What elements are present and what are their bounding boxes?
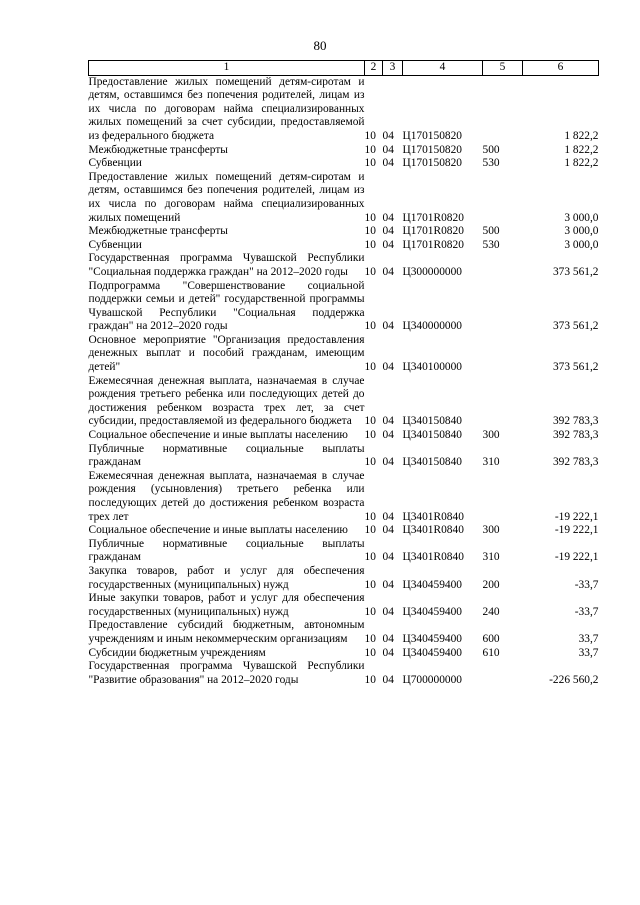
column-header: 5	[483, 61, 523, 76]
row-description: Ежемесячная денежная выплата, назначаемая в случае рождения (усыновления) третьего ребенка или последующих детей до достижения ребенком возраста трех лет	[88, 469, 365, 523]
target-article-code: Ц340100000	[402, 361, 462, 374]
target-article-code: Ц3401R0840	[402, 510, 464, 523]
target-article-code: Ц340459400	[402, 632, 462, 645]
target-article-code: Ц1701R0820	[402, 238, 464, 251]
section-code: 10	[364, 524, 376, 537]
subsection-code: 04	[382, 129, 394, 142]
table-row	[89, 538, 599, 565]
subsection-code: 04	[382, 673, 394, 686]
subsection-code: 04	[382, 238, 394, 251]
row-description: Социальное обеспечение и иные выплаты населению	[88, 524, 348, 537]
budget-table	[88, 60, 599, 687]
amount: 392 783,3	[552, 456, 599, 469]
row-description: Основное мероприятие "Организация предоставления денежных выплат и пособий гражданам, имеющим детей"	[88, 333, 365, 374]
amount: -33,7	[574, 578, 599, 591]
subsection-code: 04	[382, 211, 394, 224]
expense-type-code	[483, 375, 523, 429]
row-description: Межбюджетные трансферты	[88, 143, 228, 156]
table-row	[89, 239, 599, 253]
section-code: 10	[364, 673, 376, 686]
expense-type-code	[483, 171, 523, 225]
table-row	[89, 429, 599, 443]
section-code: 10	[364, 632, 376, 645]
amount: 1 822,2	[564, 157, 599, 170]
table-row	[89, 157, 599, 171]
expense-type-code	[483, 470, 523, 524]
target-article-code: Ц170150820	[402, 143, 462, 156]
row-description: Предоставление субсидий бюджетным, автономным учреждениям и иным некоммерческим организациям	[88, 619, 365, 645]
amount: 373 561,2	[552, 320, 599, 333]
section-code: 10	[364, 361, 376, 374]
amount: 373 561,2	[552, 361, 599, 374]
target-article-code: Ц3401R0840	[402, 551, 464, 564]
target-article-code: Ц1701R0820	[402, 211, 464, 224]
expense-type-code: 300	[482, 429, 500, 442]
table-row	[89, 280, 599, 334]
subsection-code: 04	[382, 225, 394, 238]
row-description: Предоставление жилых помещений детям-сиротам и детям, оставшимся без попечения родителей, лицам из их числа по договорам найма специализированных жилых помещений за счет субсидии, предоставляемой из федерального бюджета	[88, 75, 365, 142]
section-code: 10	[364, 605, 376, 618]
expense-type-code: 310	[482, 456, 500, 469]
expense-type-code	[483, 660, 523, 687]
section-code: 10	[364, 129, 376, 142]
amount: 392 783,3	[552, 429, 599, 442]
section-code: 10	[364, 143, 376, 156]
row-description: Государственная программа Чувашской Республики "Развитие образования" на 2012–2020 годы	[88, 660, 365, 686]
subsection-code: 04	[382, 524, 394, 537]
expense-type-code: 200	[482, 578, 500, 591]
row-description: Субвенции	[88, 238, 142, 251]
target-article-code: Ц340459400	[402, 646, 462, 659]
amount: -19 222,1	[554, 510, 599, 523]
table-row	[89, 225, 599, 239]
expense-type-code: 530	[482, 238, 500, 251]
subsection-code: 04	[382, 143, 394, 156]
subsection-code: 04	[382, 605, 394, 618]
table-row	[89, 565, 599, 592]
target-article-code: Ц340000000	[402, 320, 462, 333]
target-article-code: Ц170150820	[402, 129, 462, 142]
subsection-code: 04	[382, 646, 394, 659]
amount: 1 822,2	[564, 143, 599, 156]
amount: 33,7	[578, 646, 599, 659]
row-description: Публичные нормативные социальные выплаты гражданам	[88, 442, 365, 469]
column-header: 2	[365, 61, 383, 76]
expense-type-code: 600	[482, 632, 500, 645]
subsection-code: 04	[382, 551, 394, 564]
table-row	[89, 171, 599, 225]
column-header: 1	[89, 61, 365, 76]
target-article-code: Ц170150820	[402, 157, 462, 170]
subsection-code: 04	[382, 510, 394, 523]
table-row	[89, 592, 599, 619]
subsection-code: 04	[382, 320, 394, 333]
expense-type-code	[483, 280, 523, 334]
row-description: Публичные нормативные социальные выплаты гражданам	[88, 537, 365, 564]
amount: 392 783,3	[552, 415, 599, 428]
section-code: 10	[364, 320, 376, 333]
amount: 3 000,0	[564, 238, 599, 251]
section-code: 10	[364, 510, 376, 523]
row-description: Субвенции	[88, 157, 142, 170]
amount: 33,7	[578, 632, 599, 645]
row-description: Закупка товаров, работ и услуг для обеспечения государственных (муниципальных) нужд	[88, 564, 365, 591]
section-code: 10	[364, 456, 376, 469]
target-article-code: Ц340459400	[402, 578, 462, 591]
section-code: 10	[364, 578, 376, 591]
subsection-code: 04	[382, 415, 394, 428]
target-article-code: Ц1701R0820	[402, 225, 464, 238]
amount: -19 222,1	[554, 524, 599, 537]
section-code: 10	[364, 238, 376, 251]
row-description: Субсидии бюджетным учреждениям	[88, 646, 266, 659]
table-row	[89, 660, 599, 687]
section-code: 10	[364, 551, 376, 564]
amount: -226 560,2	[549, 673, 599, 686]
amount: 373 561,2	[552, 265, 599, 278]
subsection-code: 04	[382, 429, 394, 442]
table-row	[89, 375, 599, 429]
section-code: 10	[364, 646, 376, 659]
expense-type-code: 610	[482, 646, 500, 659]
row-description: Социальное обеспечение и иные выплаты населению	[88, 429, 348, 442]
table-row	[89, 619, 599, 646]
expense-type-code: 530	[482, 157, 500, 170]
table-row	[89, 524, 599, 538]
column-header: 3	[383, 61, 403, 76]
section-code: 10	[364, 415, 376, 428]
section-code: 10	[364, 265, 376, 278]
target-article-code: Ц340459400	[402, 605, 462, 618]
expense-type-code: 500	[482, 143, 500, 156]
expense-type-code: 240	[482, 605, 500, 618]
table-header-row	[89, 61, 599, 76]
expense-type-code: 500	[482, 225, 500, 238]
row-description: Ежемесячная денежная выплата, назначаемая в случае рождения третьего ребенка или последующих детей до достижения ребенком возраста трех лет, за счет субсидии, предоставляемой из федерального бюджета	[88, 374, 365, 428]
table-row	[89, 470, 599, 524]
amount: 3 000,0	[564, 211, 599, 224]
row-description: Подпрограмма "Совершенствование социальной поддержки семьи и детей" государственной программы Чувашской Республики "Социальная поддержка граждан" на 2012–2020 годы	[88, 279, 365, 333]
target-article-code: Ц300000000	[402, 265, 462, 278]
subsection-code: 04	[382, 361, 394, 374]
subsection-code: 04	[382, 456, 394, 469]
target-article-code: Ц340150840	[402, 429, 462, 442]
subsection-code: 04	[382, 632, 394, 645]
row-description: Предоставление жилых помещений детям-сиротам и детям, оставшимся без попечения родителей, лицам из их числа по договорам найма специализированных жилых помещений	[88, 170, 365, 224]
amount: -33,7	[574, 605, 599, 618]
expense-type-code	[483, 75, 523, 143]
row-description: Межбюджетные трансферты	[88, 225, 228, 238]
target-article-code: Ц3401R0840	[402, 524, 464, 537]
target-article-code: Ц340150840	[402, 456, 462, 469]
target-article-code: Ц340150840	[402, 415, 462, 428]
column-header: 4	[403, 61, 483, 76]
table-row	[89, 443, 599, 470]
table-row	[89, 75, 599, 143]
expense-type-code	[483, 252, 523, 279]
page-number: 80	[313, 38, 327, 53]
row-description: Иные закупки товаров, работ и услуг для обеспечения государственных (муниципальных) нужд	[88, 592, 365, 618]
subsection-code: 04	[382, 157, 394, 170]
subsection-code: 04	[382, 265, 394, 278]
target-article-code: Ц700000000	[402, 673, 462, 686]
section-code: 10	[364, 225, 376, 238]
section-code: 10	[364, 157, 376, 170]
section-code: 10	[364, 211, 376, 224]
subsection-code: 04	[382, 578, 394, 591]
expense-type-code	[483, 334, 523, 375]
table-row	[89, 334, 599, 375]
expense-type-code: 300	[482, 524, 500, 537]
amount: 1 822,2	[564, 129, 599, 142]
section-code: 10	[364, 429, 376, 442]
row-description: Государственная программа Чувашской Республики "Социальная поддержка граждан" на 2012–2020 годы	[88, 252, 365, 278]
amount: 3 000,0	[564, 225, 599, 238]
table-row	[89, 144, 599, 158]
amount: -19 222,1	[554, 551, 599, 564]
expense-type-code: 310	[482, 551, 500, 564]
table-row	[89, 252, 599, 279]
table-row	[89, 647, 599, 661]
column-header: 6	[523, 61, 599, 76]
